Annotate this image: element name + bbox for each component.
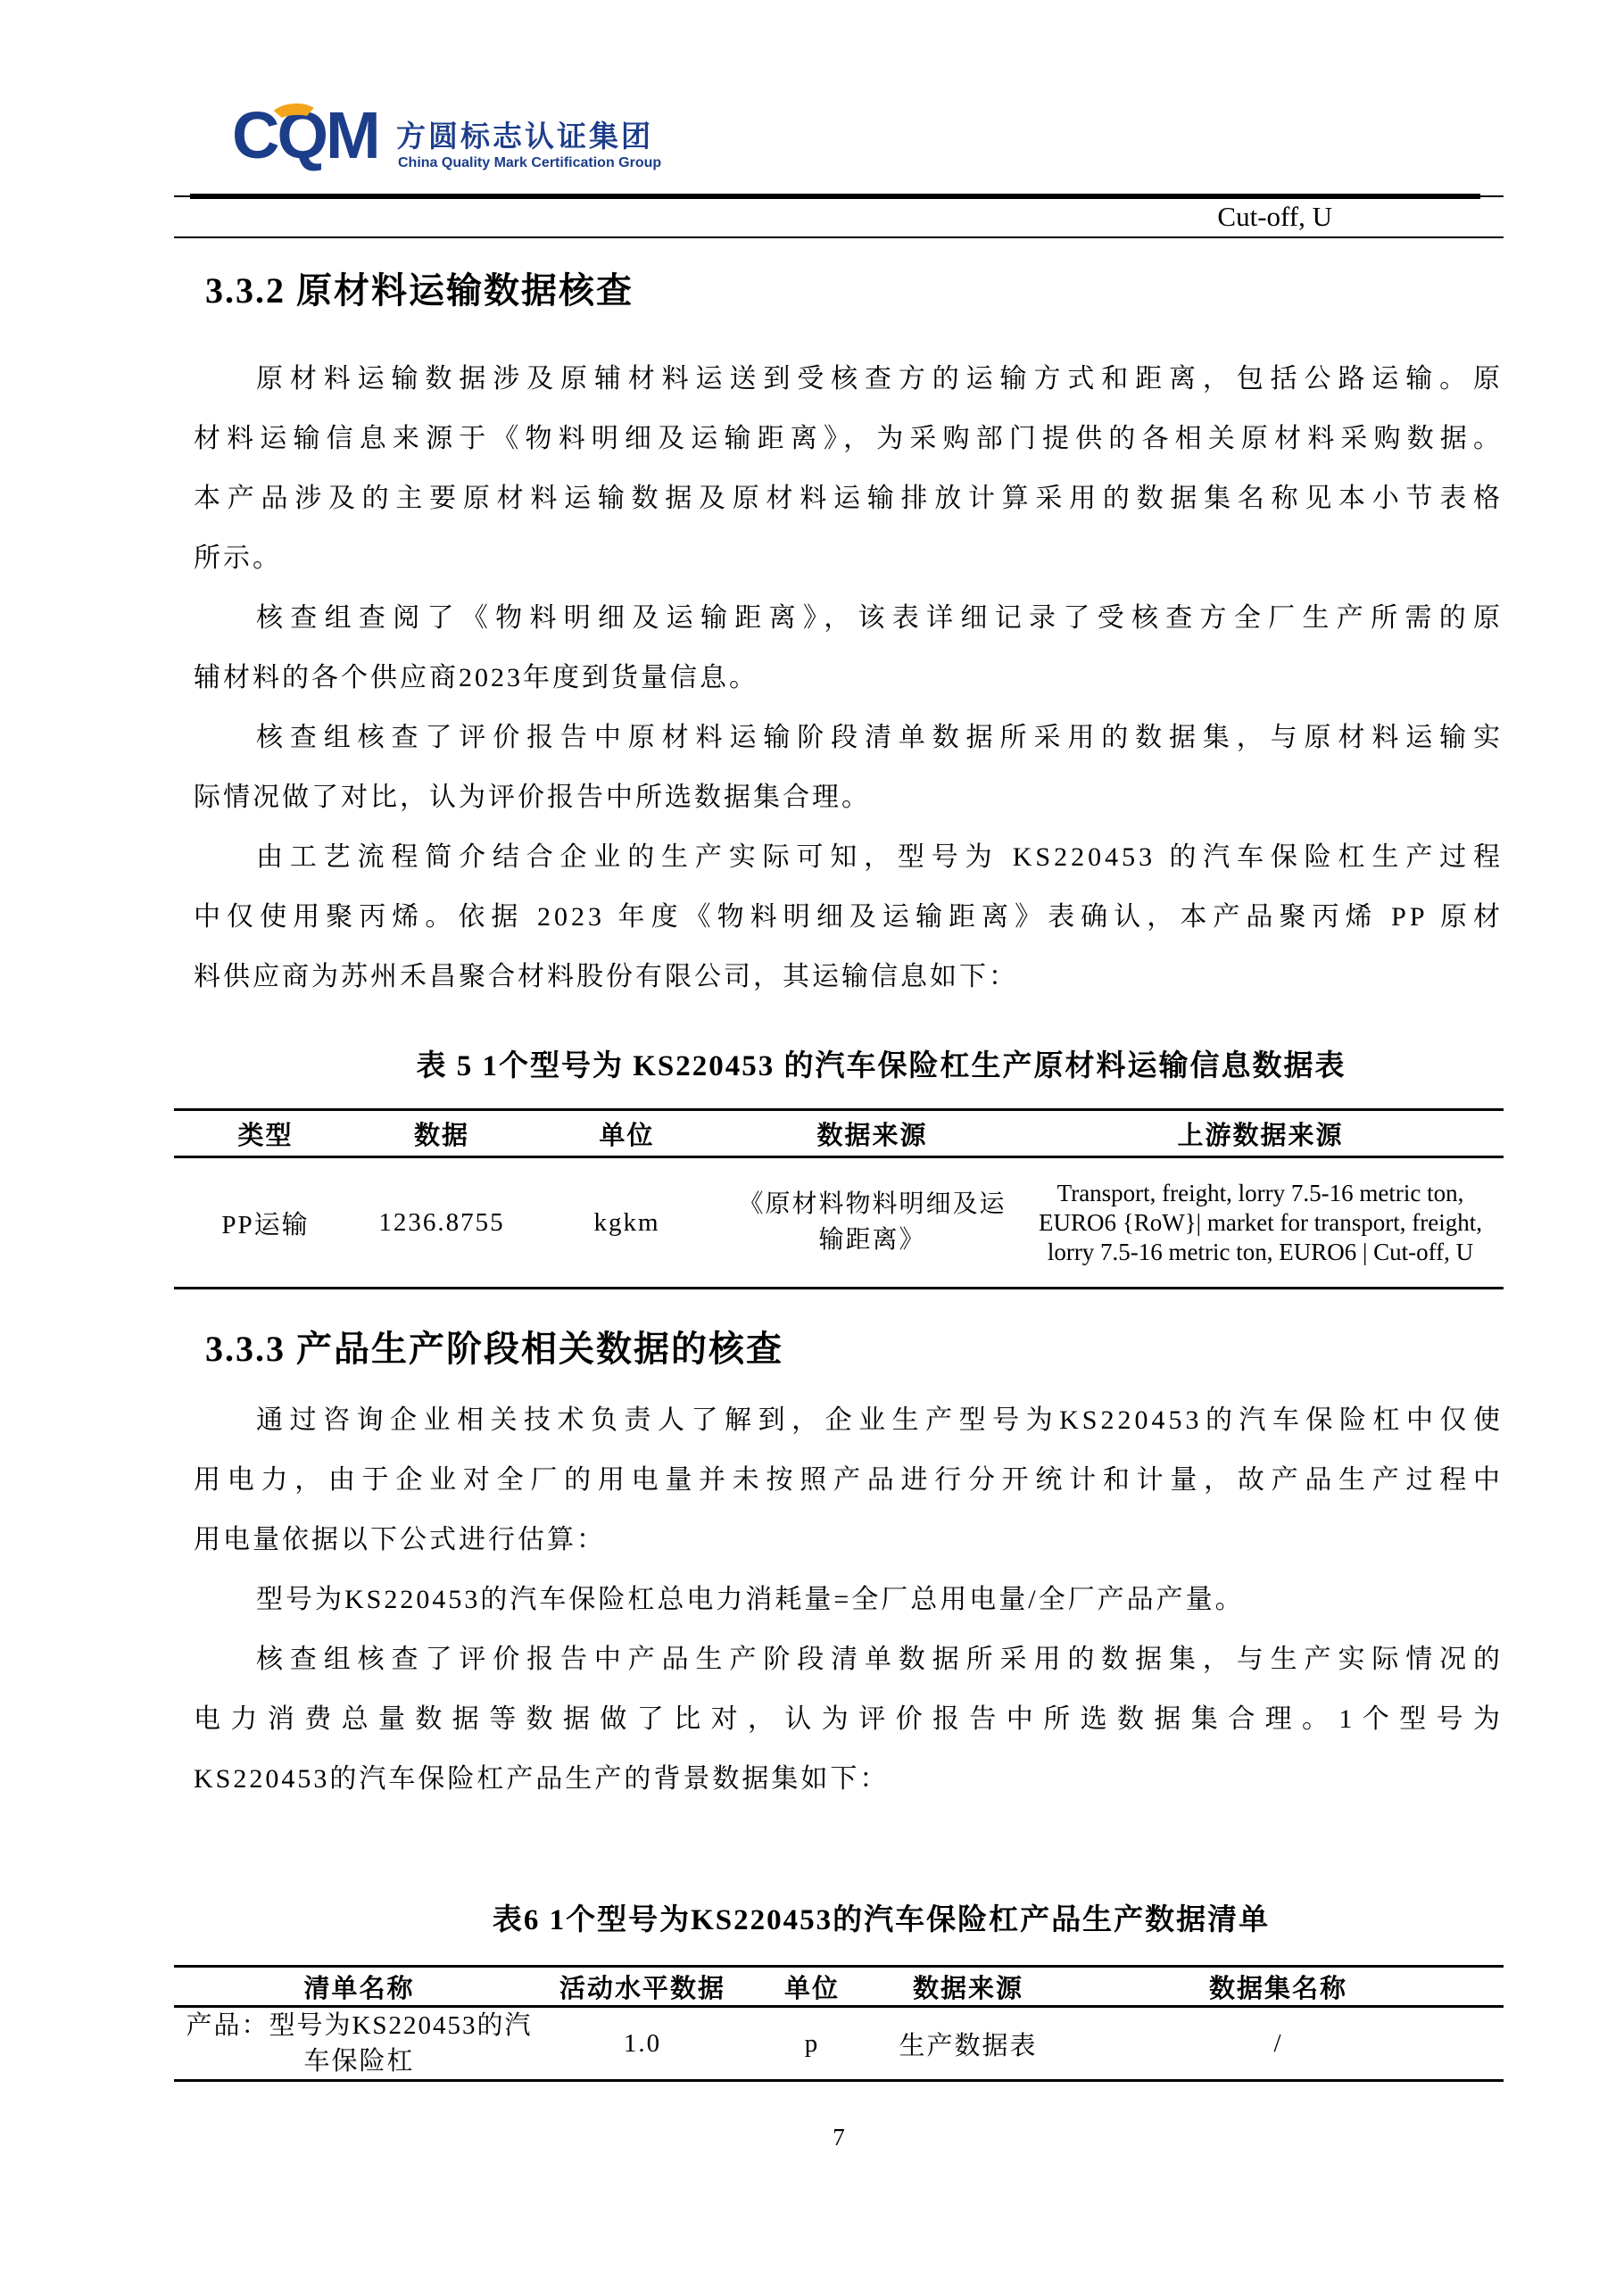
paragraph-line: 原材料运输数据涉及原辅材料运送到受核查方的运输方式和距离，包括公路运输。原	[256, 364, 1504, 394]
table5-col-type: 类型	[237, 1121, 294, 1150]
section-heading-332: 3.3.2 原材料运输数据核查	[205, 270, 634, 311]
cell-activity: 1.0	[623, 2028, 662, 2058]
table6-header-row	[174, 1967, 1504, 2007]
cell-data: 1236.8755	[378, 1207, 505, 1237]
paragraph-line: 中仅使用聚丙烯。依据 2023 年度《物料明细及运输距离》表确认，本产品聚丙烯 PP 原材	[194, 902, 1504, 932]
header-rule-thick	[190, 194, 1480, 199]
page-number: 7	[833, 2124, 845, 2151]
paragraph-line: KS220453的汽车保险杠产品生产的背景数据集如下：	[194, 1764, 890, 1794]
table6-col-source: 数据来源	[912, 1974, 1023, 2003]
cqm-logo	[232, 98, 678, 177]
section-333-body	[194, 1390, 1504, 1809]
header-rule-bottom	[174, 236, 1504, 238]
cqm-logo-acronym: CQM	[232, 98, 378, 172]
table5-caption: 表 5 1个型号为 KS220453 的汽车保险杠生产原材料运输信息数据表	[416, 1050, 1346, 1082]
cqm-logo-name-en: China Quality Mark Certification Group	[398, 155, 662, 170]
table6-col-unit: 单位	[783, 1974, 840, 2003]
table6-col-name: 清单名称	[303, 1974, 415, 2003]
table5	[174, 1108, 1504, 1289]
paragraph-line: 核查组核查了评价报告中产品生产阶段清单数据所采用的数据集，与生产实际情况的	[256, 1645, 1504, 1674]
section-332-body	[194, 349, 1504, 1007]
table6-col-activity: 活动水平数据	[559, 1974, 725, 2003]
paragraph-line: 电力消费总量数据等数据做了比对，认为评价报告中所选数据集合理。1个型号为	[194, 1704, 1504, 1734]
table6-col-dataset: 数据集名称	[1208, 1974, 1347, 2003]
header-note: Cut-off, U	[1217, 201, 1332, 232]
cell-name: 产品：型号为KS220453的汽车保险杠	[186, 2011, 533, 2076]
cell-dataset: /	[1273, 2028, 1283, 2058]
table5-data-row	[174, 1157, 1504, 1289]
formula-line: 型号为KS220453的汽车保险杠总电力消耗量=全厂总用电量/全厂产品产量。	[256, 1585, 1245, 1614]
paragraph-line: 用电力，由于企业对全厂的用电量并未按照产品进行分开统计和计量，故产品生产过程中	[194, 1465, 1504, 1495]
table5-header-row	[174, 1110, 1504, 1157]
paragraph-line: 际情况做了对比，认为评价报告中所选数据集合理。	[194, 783, 871, 812]
cqm-logo-name-cn: 方圆标志认证集团	[396, 120, 653, 153]
paragraph-line: 用电量依据以下公式进行估算：	[194, 1525, 606, 1554]
cell-source: 《原材料物料明细及运输距离》	[738, 1190, 1007, 1254]
cell-type: PP运输	[221, 1210, 310, 1239]
table5-col-upstream: 上游数据来源	[1177, 1121, 1344, 1150]
paragraph-line: 由工艺流程简介结合企业的生产实际可知，型号为 KS220453 的汽车保险杠生产过程	[256, 842, 1504, 872]
paragraph-line: 材料运输信息来源于《物料明细及运输距离》，为采购部门提供的各相关原材料采购数据。	[194, 424, 1504, 453]
paragraph-line: 本产品涉及的主要原材料运输数据及原材料运输排放计算采用的数据集名称见本小节表格	[194, 484, 1504, 513]
cell-unit: kgkm	[593, 1207, 660, 1237]
section-heading-333: 3.3.3 产品生产阶段相关数据的核查	[205, 1329, 783, 1369]
table5-col-data: 数据	[413, 1121, 469, 1150]
cell-unit: p	[804, 2028, 820, 2058]
table6-caption: 表6 1个型号为KS220453的汽车保险杠产品生产数据清单	[492, 1904, 1271, 1936]
paragraph-line: 通过咨询企业相关技术负责人了解到，企业生产型号为KS220453的汽车保险杠中仅使	[256, 1405, 1504, 1435]
paragraph-line: 辅材料的各个供应商2023年度到货量信息。	[194, 663, 758, 692]
table5-col-unit: 单位	[599, 1121, 655, 1150]
table6-data-row	[174, 2007, 1504, 2081]
paragraph-line: 料供应商为苏州禾昌聚合材料股份有限公司，其运输信息如下：	[194, 962, 1018, 991]
paragraph-line: 所示。	[194, 543, 282, 573]
table6	[174, 1965, 1504, 2082]
cell-upstream: Transport, freight, lorry 7.5-16 metric ton, EURO6 {RoW}| market for transport, freight, lorry 7.5-16 metric ton, EURO6 | Cut-off, U	[1039, 1179, 1482, 1265]
table5-col-source: 数据来源	[816, 1121, 928, 1150]
paragraph-line: 核查组核查了评价报告中原材料运输阶段清单数据所采用的数据集，与原材料运输实	[256, 723, 1504, 752]
page-header-rules	[174, 194, 1504, 240]
cell-source: 生产数据表	[899, 2031, 1038, 2060]
paragraph-line: 核查组查阅了《物料明细及运输距离》，该表详细记录了受核查方全厂生产所需的原	[256, 603, 1504, 633]
